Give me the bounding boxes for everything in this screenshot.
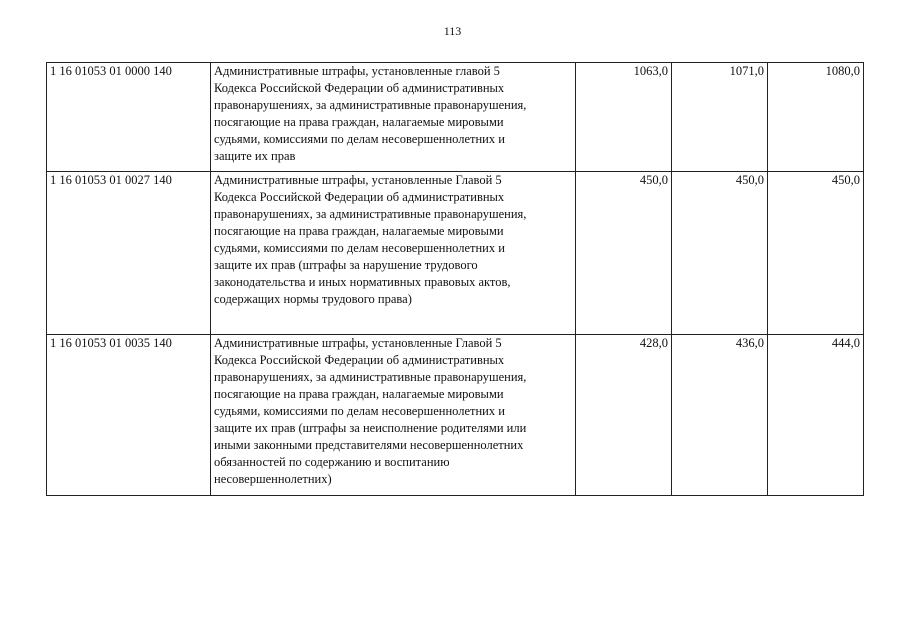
description-line: Административные штрафы, установленные Главой 5	[214, 173, 502, 187]
description-line: Кодекса Российской Федерации об административных	[214, 190, 505, 204]
description-line: Кодекса Российской Федерации об административных	[214, 353, 505, 367]
row-code-cell	[47, 335, 211, 496]
description-line: несовершеннолетних)	[214, 472, 332, 486]
row-description-cell	[211, 335, 576, 496]
description-line: законодательства и иных нормативных правовых актов,	[214, 275, 511, 289]
value-year-3: 1080,0	[768, 63, 864, 172]
description-line: посягающие на права граждан, налагаемые мировыми	[214, 224, 504, 238]
description-line: посягающие на права граждан, налагаемые мировыми	[214, 387, 504, 401]
description-line: защите их прав (штрафы за неисполнение родителями или	[214, 421, 527, 435]
value-year-3: 450,0	[768, 172, 864, 335]
description-line: судьями, комиссиями по делам несовершеннолетних и	[214, 404, 505, 418]
description-line: обязанностей по содержанию и воспитанию	[214, 455, 450, 469]
description-line: защите их прав	[214, 149, 296, 163]
page-number: 113	[443, 24, 462, 38]
budget-code: 1 16 01053 01 0027 140	[50, 173, 172, 187]
table-row	[47, 63, 864, 172]
budget-code: 1 16 01053 01 0000 140	[50, 64, 172, 78]
description-line: посягающие на права граждан, налагаемые мировыми	[214, 115, 504, 129]
description-line: правонарушениях, за административные правонарушения,	[214, 98, 527, 112]
row-description-cell	[211, 172, 576, 335]
value-year-3: 444,0	[768, 335, 864, 496]
row-code-cell	[47, 172, 211, 335]
row-description-cell	[211, 63, 576, 172]
description-line: защите их прав (штрафы за нарушение трудового	[214, 258, 478, 272]
value-year-2: 450,0	[672, 172, 768, 335]
row-code-cell	[47, 63, 211, 172]
description-line: Административные штрафы, установленные Главой 5	[214, 336, 502, 350]
description-line: иными законными представителями несовершеннолетних	[214, 438, 524, 452]
description-line: Кодекса Российской Федерации об административных	[214, 81, 505, 95]
description-line: правонарушениях, за административные правонарушения,	[214, 207, 527, 221]
description-line: Административные штрафы, установленные главой 5	[214, 64, 500, 78]
budget-revenue-table	[46, 62, 864, 496]
table-row	[47, 335, 864, 496]
table-row	[47, 172, 864, 335]
value-year-2: 1071,0	[672, 63, 768, 172]
budget-code: 1 16 01053 01 0035 140	[50, 336, 172, 350]
value-year-1: 1063,0	[576, 63, 672, 172]
value-year-2: 436,0	[672, 335, 768, 496]
description-line: правонарушениях, за административные правонарушения,	[214, 370, 527, 384]
description-line: судьями, комиссиями по делам несовершеннолетних и	[214, 241, 505, 255]
description-line: судьями, комиссиями по делам несовершеннолетних и	[214, 132, 505, 146]
value-year-1: 450,0	[576, 172, 672, 335]
description-line: содержащих нормы трудового права)	[214, 292, 412, 306]
value-year-1: 428,0	[576, 335, 672, 496]
